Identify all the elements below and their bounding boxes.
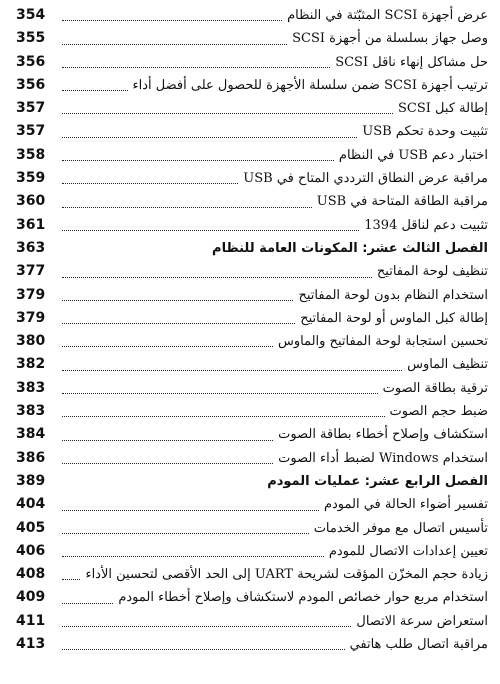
toc-entry-title: تفسير أضواء الحالة في المودم: [323, 497, 488, 513]
dot-leader: [62, 44, 287, 45]
toc-entry-page: 383: [16, 403, 46, 420]
toc-entry-page: 384: [16, 426, 46, 443]
toc-entry: [16, 120, 488, 143]
toc-entry-title: زيادة حجم المخزّن المؤقت لشريحة UART إلى الحد الأقصى لتحسين الأداء: [85, 567, 488, 583]
toc-entry-page: 379: [16, 309, 46, 326]
toc-entry-page: 409: [16, 589, 46, 606]
toc-entry-title: إطالة كبل SCSI: [398, 101, 488, 117]
dot-leader: [62, 230, 359, 231]
toc-chapter-page: 389: [16, 472, 46, 489]
toc-entry: [16, 423, 488, 446]
toc-entry-title: مراقبة عرض النطاق الترددي المتاح في USB: [243, 171, 488, 187]
toc-entry-page: 356: [16, 76, 46, 93]
toc-entry: [16, 307, 488, 330]
dot-leader: [62, 346, 273, 347]
toc-entry-title: استخدام Windows لضبط أداء الصوت: [278, 450, 488, 466]
toc-entry: [16, 144, 488, 167]
toc-entry: [16, 260, 488, 283]
toc-entry: [16, 586, 488, 609]
toc-entry-page: 404: [16, 496, 46, 513]
dot-leader: [62, 393, 378, 394]
toc-entry-title: مراقبة اتصال طلب هاتفي: [349, 637, 488, 653]
toc-entry-page: 359: [16, 170, 46, 187]
dot-leader: [62, 67, 330, 68]
toc-entry: [16, 51, 488, 74]
toc-entry-page: 379: [16, 286, 46, 303]
toc-entry: [16, 493, 488, 516]
toc-entry-page: 358: [16, 146, 46, 163]
dot-leader: [62, 90, 128, 91]
toc-entry: [16, 27, 488, 50]
toc-entry-title: عرض أجهزة SCSI المثبّتة في النظام: [287, 8, 488, 23]
toc-entry-title: وصل جهاز بسلسلة من أجهزة SCSI: [292, 31, 488, 47]
toc-entry: [16, 353, 488, 376]
toc-entry-title: تنظيف لوحة المفاتيح: [376, 264, 488, 280]
toc-entry: [16, 400, 488, 423]
dot-leader: [62, 137, 357, 138]
dot-leader: [62, 440, 273, 441]
toc-entry-title: استخدام مربع حوار خصائص المودم لاستكشاف وإصلاح أخطاء المودم: [118, 590, 488, 606]
toc-entry-title: حل مشاكل إنهاء ناقل SCSI: [335, 54, 488, 70]
dot-leader: [62, 370, 402, 371]
toc-chapter-heading: [16, 237, 488, 260]
toc-chapter-heading: [16, 470, 488, 493]
toc-entry: [16, 633, 488, 656]
toc-chapter-page: 363: [16, 239, 46, 256]
toc-entry-page: 356: [16, 53, 46, 70]
toc-entry-page: 354: [16, 7, 46, 23]
toc-entry-title: إطالة كبل الماوس أو لوحة المفاتيح: [300, 310, 488, 326]
toc-entry-page: 361: [16, 216, 46, 233]
dot-leader: [62, 113, 393, 114]
toc-entry-title: مراقبة الطاقة المتاحة في USB: [316, 194, 488, 210]
toc-entry-page: 413: [16, 636, 46, 653]
toc-chapter-title: الفصل الثالث عشر: المكونات العامة للنظام: [212, 240, 488, 256]
toc-entry-page: 411: [16, 612, 46, 629]
dot-leader: [62, 556, 324, 557]
toc-entry-page: 377: [16, 263, 46, 280]
dot-leader: [62, 20, 282, 21]
dot-leader: [62, 533, 309, 534]
toc-entry: [16, 74, 488, 97]
toc-entry-title: استخدام النظام بدون لوحة المفاتيح: [298, 287, 488, 303]
dot-leader: [62, 323, 295, 324]
toc-entry-title: تثبيت وحدة تحكم USB: [362, 124, 488, 140]
toc-entry: [16, 517, 488, 540]
dot-leader: [62, 207, 312, 208]
toc-entry-page: 383: [16, 379, 46, 396]
toc-entry-title: تثبيت دعم لناقل 1394: [364, 217, 488, 233]
toc-entry-title: تأسيس اتصال مع موفر الخدمات: [313, 520, 488, 536]
toc-entry: [16, 377, 488, 400]
toc-entry-page: 380: [16, 333, 46, 350]
toc-entry: [16, 4, 488, 27]
dot-leader: [62, 463, 273, 464]
toc-entry: [16, 540, 488, 563]
toc-entry-page: 355: [16, 30, 46, 47]
dot-leader: [62, 416, 385, 417]
toc-entry-page: 408: [16, 566, 46, 583]
toc-chapter-title: الفصل الرابع عشر: عمليات المودم: [267, 473, 488, 489]
toc-entry-title: ترتيب أجهزة SCSI ضمن سلسلة الأجهزة للحصول على أفضل أداء: [132, 77, 488, 93]
toc-entry-page: 382: [16, 356, 46, 373]
toc-entry: [16, 214, 488, 237]
dot-leader: [62, 626, 351, 627]
dot-leader: [62, 649, 345, 650]
toc-entry: [16, 97, 488, 120]
toc-entry: [16, 284, 488, 307]
toc-entry-title: استكشاف وإصلاح أخطاء بطاقة الصوت: [278, 427, 488, 443]
toc-entry-page: 386: [16, 449, 46, 466]
toc-entry-title: ترقية بطاقة الصوت: [382, 380, 488, 396]
dot-leader: [62, 300, 293, 301]
toc-entry-page: 357: [16, 100, 46, 117]
toc-entry-title: استعراض سرعة الاتصال: [356, 613, 488, 629]
dot-leader: [62, 277, 372, 278]
toc-entry: [16, 167, 488, 190]
dot-leader: [62, 183, 238, 184]
toc-entry-title: تنظيف الماوس: [407, 357, 488, 373]
toc-entry: [16, 563, 488, 586]
dot-leader: [62, 603, 113, 604]
toc-entry-title: ضبط حجم الصوت: [389, 404, 488, 420]
dot-leader: [62, 579, 80, 580]
toc-entry: [16, 447, 488, 470]
dot-leader: [62, 160, 334, 161]
toc-entry-title: تحسين استجابة لوحة المفاتيح والماوس: [277, 334, 488, 350]
toc-entry-title: تعيين إعدادات الاتصال للمودم: [328, 543, 488, 559]
toc-entry-title: اختبار دعم USB في النظام: [338, 147, 488, 163]
toc-entry-page: 406: [16, 542, 46, 559]
toc-entry-page: 360: [16, 193, 46, 210]
toc-entry: [16, 610, 488, 633]
dot-leader: [62, 510, 319, 511]
toc-entry: [16, 190, 488, 213]
toc-entry-page: 405: [16, 519, 46, 536]
toc-entry: [16, 330, 488, 353]
toc-entry-page: 357: [16, 123, 46, 140]
